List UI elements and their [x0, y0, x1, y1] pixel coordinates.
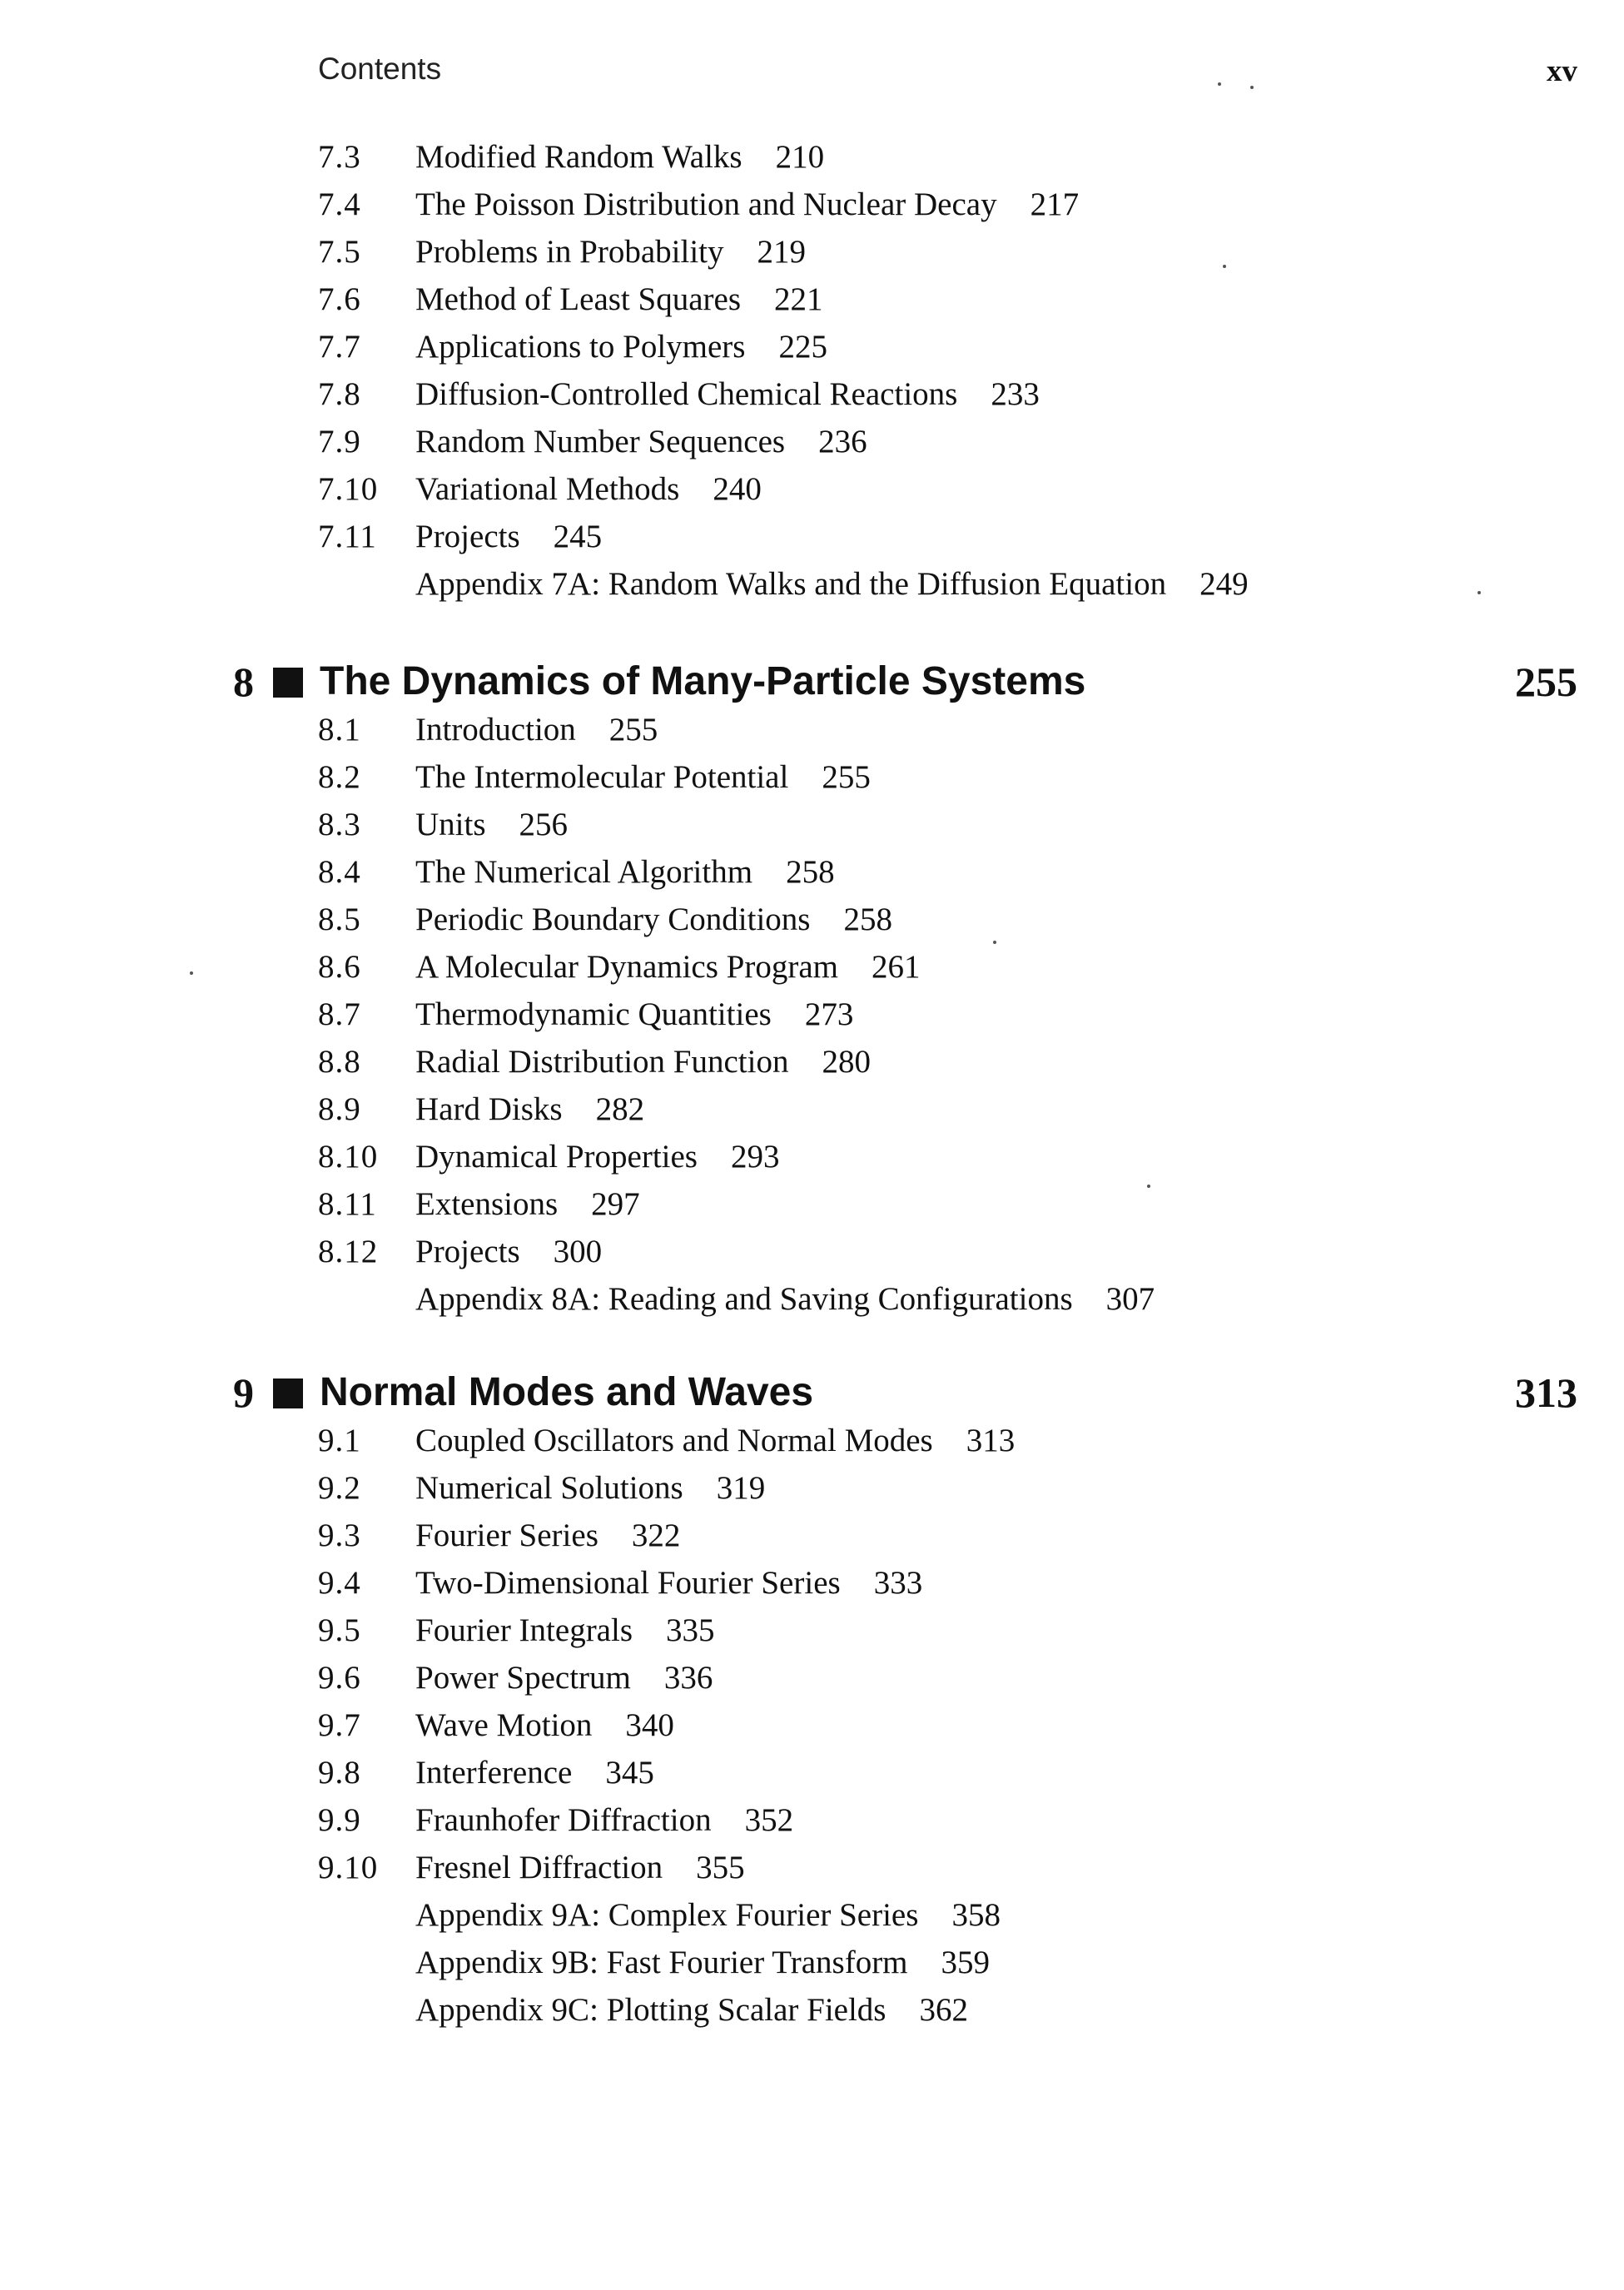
section-title-text: Method of Least Squares — [415, 281, 741, 317]
section-page: 258 — [843, 902, 892, 937]
section-number: 9.3 — [318, 1518, 361, 1553]
section-title-text: Projects — [415, 1234, 520, 1269]
section-page: 233 — [991, 376, 1040, 412]
section-title-text: Periodic Boundary Conditions — [415, 902, 811, 937]
page-number: xv — [1547, 54, 1577, 88]
section-page: 300 — [553, 1234, 603, 1269]
section-title — [415, 1464, 765, 1512]
section-page: 359 — [941, 1945, 991, 1980]
section-page: 249 — [1199, 566, 1249, 602]
section-title — [415, 1133, 779, 1180]
section-page: 297 — [591, 1186, 640, 1222]
section-title — [415, 276, 823, 323]
chapter-heading-9[interactable] — [233, 1364, 1577, 1422]
section-number: 9.9 — [318, 1802, 361, 1838]
section-title-text: Interference — [415, 1755, 573, 1791]
square-bullet-icon — [273, 1378, 303, 1408]
chapter-number: 8 — [233, 658, 254, 705]
section-number: 8.11 — [318, 1186, 377, 1222]
section-title-text: Problems in Probability — [415, 234, 724, 270]
section-title — [415, 418, 867, 465]
section-title — [415, 1559, 922, 1607]
section-number: 7.6 — [318, 281, 361, 317]
section-title-text: Fresnel Diffraction — [415, 1850, 663, 1885]
section-title-text: Appendix 8A: Reading and Saving Configurations — [415, 1281, 1073, 1317]
section-title — [415, 513, 602, 560]
section-title-text: Modified Random Walks — [415, 139, 742, 175]
section-title-text: A Molecular Dynamics Program — [415, 949, 838, 985]
section-number: 9.8 — [318, 1755, 361, 1791]
section-title — [415, 323, 827, 370]
section-page: 217 — [1030, 186, 1080, 222]
section-title-text: Introduction — [415, 712, 576, 748]
section-number: 7.8 — [318, 376, 361, 412]
section-number: 8.9 — [318, 1091, 361, 1127]
section-title-text: Coupled Oscillators and Normal Modes — [415, 1423, 933, 1458]
section-number: 8.6 — [318, 949, 361, 985]
section-page: 345 — [605, 1755, 654, 1791]
section-page: 307 — [1105, 1281, 1155, 1317]
chapter-page: 313 — [1515, 1369, 1577, 1416]
section-title-text: Appendix 7A: Random Walks and the Diffusion Equation — [415, 566, 1167, 602]
section-number: 8.5 — [318, 902, 361, 937]
section-title-text: Radial Distribution Function — [415, 1044, 789, 1080]
section-page: 293 — [730, 1139, 780, 1175]
section-title — [415, 896, 892, 943]
section-title-text: Extensions — [415, 1186, 559, 1222]
scan-speck — [190, 971, 193, 975]
running-head: Contents — [318, 52, 442, 86]
section-title-text: The Numerical Algorithm — [415, 854, 753, 890]
section-title — [415, 1417, 1015, 1464]
section-title — [415, 560, 1249, 608]
section-page: 225 — [778, 329, 827, 365]
section-title — [415, 1654, 713, 1701]
section-title — [415, 370, 1040, 418]
section-number: 9.1 — [318, 1423, 361, 1458]
section-title — [415, 848, 835, 896]
section-title — [415, 753, 871, 801]
section-page: 258 — [786, 854, 835, 890]
section-title — [415, 801, 568, 848]
section-page: 355 — [696, 1850, 745, 1885]
section-page: 333 — [873, 1565, 923, 1601]
section-title-text: Projects — [415, 519, 520, 554]
section-page: 280 — [822, 1044, 871, 1080]
section-title — [415, 1512, 680, 1559]
scan-speck — [1218, 82, 1221, 86]
section-number: 8.8 — [318, 1044, 361, 1080]
section-page: 352 — [744, 1802, 794, 1838]
section-page: 221 — [774, 281, 823, 317]
section-title-text: The Poisson Distribution and Nuclear Decay — [415, 186, 997, 222]
section-title-text: Random Number Sequences — [415, 424, 786, 459]
scan-speck — [1477, 591, 1481, 594]
section-number: 9.2 — [318, 1470, 361, 1506]
section-number: 7.5 — [318, 234, 361, 270]
section-page: 358 — [951, 1897, 1001, 1933]
chapter-heading-8[interactable] — [233, 653, 1577, 711]
section-title — [415, 181, 1079, 228]
scan-speck — [1223, 265, 1226, 268]
chapter-page: 255 — [1515, 658, 1577, 705]
section-title — [415, 1275, 1155, 1323]
section-title — [415, 991, 853, 1038]
section-number: 8.1 — [318, 712, 361, 748]
section-page: 219 — [757, 234, 806, 270]
section-page: 236 — [818, 424, 867, 459]
section-number: 8.2 — [318, 759, 361, 795]
section-title — [415, 228, 806, 276]
section-number: 8.7 — [318, 996, 361, 1032]
section-title-text: Fraunhofer Diffraction — [415, 1802, 712, 1838]
section-title-text: Power Spectrum — [415, 1660, 631, 1696]
section-page: 319 — [716, 1470, 766, 1506]
section-title-text: Appendix 9C: Plotting Scalar Fields — [415, 1992, 886, 2028]
section-title — [415, 1607, 715, 1654]
section-title-text: Variational Methods — [415, 471, 680, 507]
section-page: 362 — [919, 1992, 968, 2028]
section-title-text: Appendix 9A: Complex Fourier Series — [415, 1897, 919, 1933]
section-number: 7.10 — [318, 471, 379, 507]
section-page: 336 — [663, 1660, 713, 1696]
section-title — [415, 133, 824, 181]
section-page: 261 — [871, 949, 921, 985]
section-title-text: Diffusion-Controlled Chemical Reactions — [415, 376, 958, 412]
section-title-text: The Intermolecular Potential — [415, 759, 789, 795]
section-title-text: Applications to Polymers — [415, 329, 746, 365]
section-number: 9.5 — [318, 1612, 361, 1648]
section-page: 282 — [595, 1091, 645, 1127]
section-title-text: Units — [415, 807, 486, 842]
section-title-text: Thermodynamic Quantities — [415, 996, 772, 1032]
section-number: 8.3 — [318, 807, 361, 842]
section-title-text: Appendix 9B: Fast Fourier Transform — [415, 1945, 908, 1980]
section-title — [415, 1891, 1001, 1939]
scan-speck — [993, 941, 996, 944]
section-page: 313 — [966, 1423, 1016, 1458]
section-title-text: Fourier Series — [415, 1518, 598, 1553]
section-number: 9.7 — [318, 1707, 361, 1743]
section-page: 255 — [608, 712, 658, 748]
section-page: 273 — [804, 996, 854, 1032]
section-number: 9.6 — [318, 1660, 361, 1696]
scan-speck — [1250, 86, 1254, 89]
section-title — [415, 1038, 871, 1085]
square-bullet-icon — [273, 668, 303, 698]
section-number: 7.11 — [318, 519, 377, 554]
section-title — [415, 1228, 602, 1275]
section-title — [415, 943, 920, 991]
section-number: 9.4 — [318, 1565, 361, 1601]
section-number: 7.9 — [318, 424, 361, 459]
section-title-text: Fourier Integrals — [415, 1612, 633, 1648]
chapter-number: 9 — [233, 1369, 254, 1416]
section-title — [415, 1749, 654, 1796]
section-title-text: Dynamical Properties — [415, 1139, 698, 1175]
section-number: 9.10 — [318, 1850, 379, 1885]
section-page: 210 — [775, 139, 825, 175]
section-page: 240 — [713, 471, 762, 507]
chapter-title: The Dynamics of Many-Particle Systems — [320, 659, 1086, 703]
section-page: 340 — [625, 1707, 674, 1743]
section-number: 7.4 — [318, 186, 361, 222]
section-title-text: Numerical Solutions — [415, 1470, 683, 1506]
section-title — [415, 1796, 793, 1844]
section-title — [415, 1085, 644, 1133]
chapter-title: Normal Modes and Waves — [320, 1370, 814, 1414]
section-title — [415, 706, 658, 753]
section-number: 7.7 — [318, 329, 361, 365]
section-title-text: Hard Disks — [415, 1091, 563, 1127]
section-title-text: Two-Dimensional Fourier Series — [415, 1565, 841, 1601]
section-page: 335 — [666, 1612, 715, 1648]
section-page: 256 — [519, 807, 569, 842]
section-page: 255 — [822, 759, 871, 795]
section-page: 322 — [631, 1518, 681, 1553]
section-number: 8.4 — [318, 854, 361, 890]
section-title — [415, 1939, 990, 1986]
section-title — [415, 1986, 968, 2034]
section-page: 245 — [553, 519, 603, 554]
section-number: 8.10 — [318, 1139, 379, 1175]
section-title-text: Wave Motion — [415, 1707, 593, 1743]
section-title — [415, 465, 762, 513]
scan-speck — [1147, 1185, 1150, 1188]
section-title — [415, 1180, 640, 1228]
section-title — [415, 1701, 674, 1749]
section-title — [415, 1844, 745, 1891]
section-number: 7.3 — [318, 139, 361, 175]
section-number: 8.12 — [318, 1234, 379, 1269]
